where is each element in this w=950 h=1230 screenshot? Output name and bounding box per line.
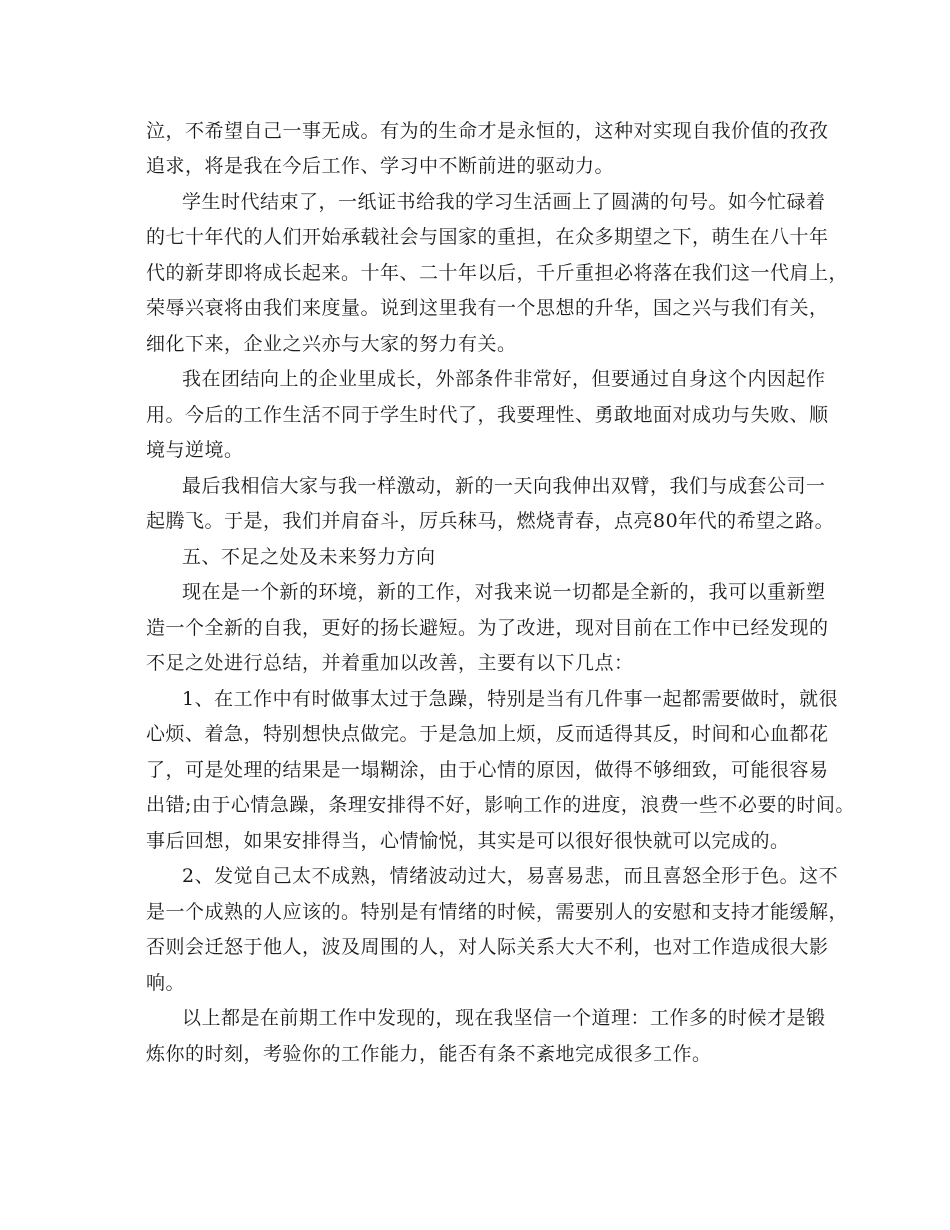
text-line: 事后回想，如果安排得当，心情愉悦，其实是可以很好很快就可以完成的。 [146, 830, 790, 852]
text-line: 否则会迁怒于他人，波及周围的人，对人际关系大大不利，也对工作造成很大影 [146, 936, 829, 958]
text-line: 的七十年代的人们开始承载社会与国家的重担，在众多期望之下，萌生在八十年 [146, 226, 829, 248]
section-heading: 五、不足之处及未来努力方向 [182, 546, 436, 568]
paragraph-start-line: 我在团结向上的企业里成长，外部条件非常好，但要通过自身这个内因起作 [182, 368, 826, 390]
text-line: 泣，不希望自己一事无成。有为的生命才是永恒的，这种对实现自我价值的孜孜 [146, 120, 829, 142]
text-line: 用。今后的工作生活不同于学生时代了，我要理性、勇敢地面对成功与失败、顺 [146, 404, 829, 426]
text-line: 造一个全新的自我，更好的扬长避短。为了改进，现对目前在工作中已经发现的 [146, 617, 829, 639]
paragraph-start-line: 最后我相信大家与我一样激动，新的一天向我伸出双臂，我们与成套公司一 [182, 475, 826, 497]
paragraph-start-line: 1、在工作中有时做事太过于急躁，特别是当有几件事一起都需要做时，就很 [182, 688, 839, 710]
text-line: 代的新芽即将成长起来。十年、二十年以后，千斤重担必将落在我们这一代肩上， [146, 262, 849, 284]
text-line: 炼你的时刻，考验你的工作能力，能否有条不紊地完成很多工作。 [146, 1043, 712, 1065]
text-line: 追求，将是我在今后工作、学习中不断前进的驱动力。 [146, 155, 615, 177]
paragraph-start-line: 以上都是在前期工作中发现的，现在我坚信一个道理：工作多的时候才是锻 [182, 1007, 826, 1029]
text-line: 出错;由于心情急躁，条理安排得不好，影响工作的进度，浪费一些不必要的时间。 [146, 794, 855, 816]
text-line: 起腾飞。于是，我们并肩奋斗，厉兵秣马，燃烧青春，点亮80年代的希望之路。 [146, 510, 835, 532]
paragraph-start-line: 现在是一个新的环境，新的工作，对我来说一切都是全新的，我可以重新塑 [182, 581, 826, 603]
text-line: 了，可是处理的结果是一塌糊涂，由于心情的原因，做得不够细致，可能很容易 [146, 759, 829, 781]
paragraph-start-line: 2、发觉自己太不成熟，情绪波动过大，易喜易悲，而且喜怒全形于色。这不 [182, 865, 839, 887]
text-line: 境与逆境。 [146, 439, 244, 461]
paragraph-start-line: 学生时代结束了，一纸证书给我的学习生活画上了圆满的句号。如今忙碌着 [182, 191, 826, 213]
text-line: 是一个成熟的人应该的。特别是有情绪的时候，需要别人的安慰和支持才能缓解， [146, 901, 849, 923]
text-line: 响。 [146, 972, 186, 994]
text-line: 细化下来，企业之兴亦与大家的努力有关。 [146, 333, 517, 355]
text-line: 心烦、着急，特别想快点做完。于是急加上烦，反而适得其反，时间和心血都花 [146, 723, 829, 745]
text-line: 不足之处进行总结，并着重加以改善，主要有以下几点： [146, 652, 634, 674]
text-line: 荣辱兴衰将由我们来度量。说到这里我有一个思想的升华，国之兴与我们有关， [146, 297, 829, 319]
